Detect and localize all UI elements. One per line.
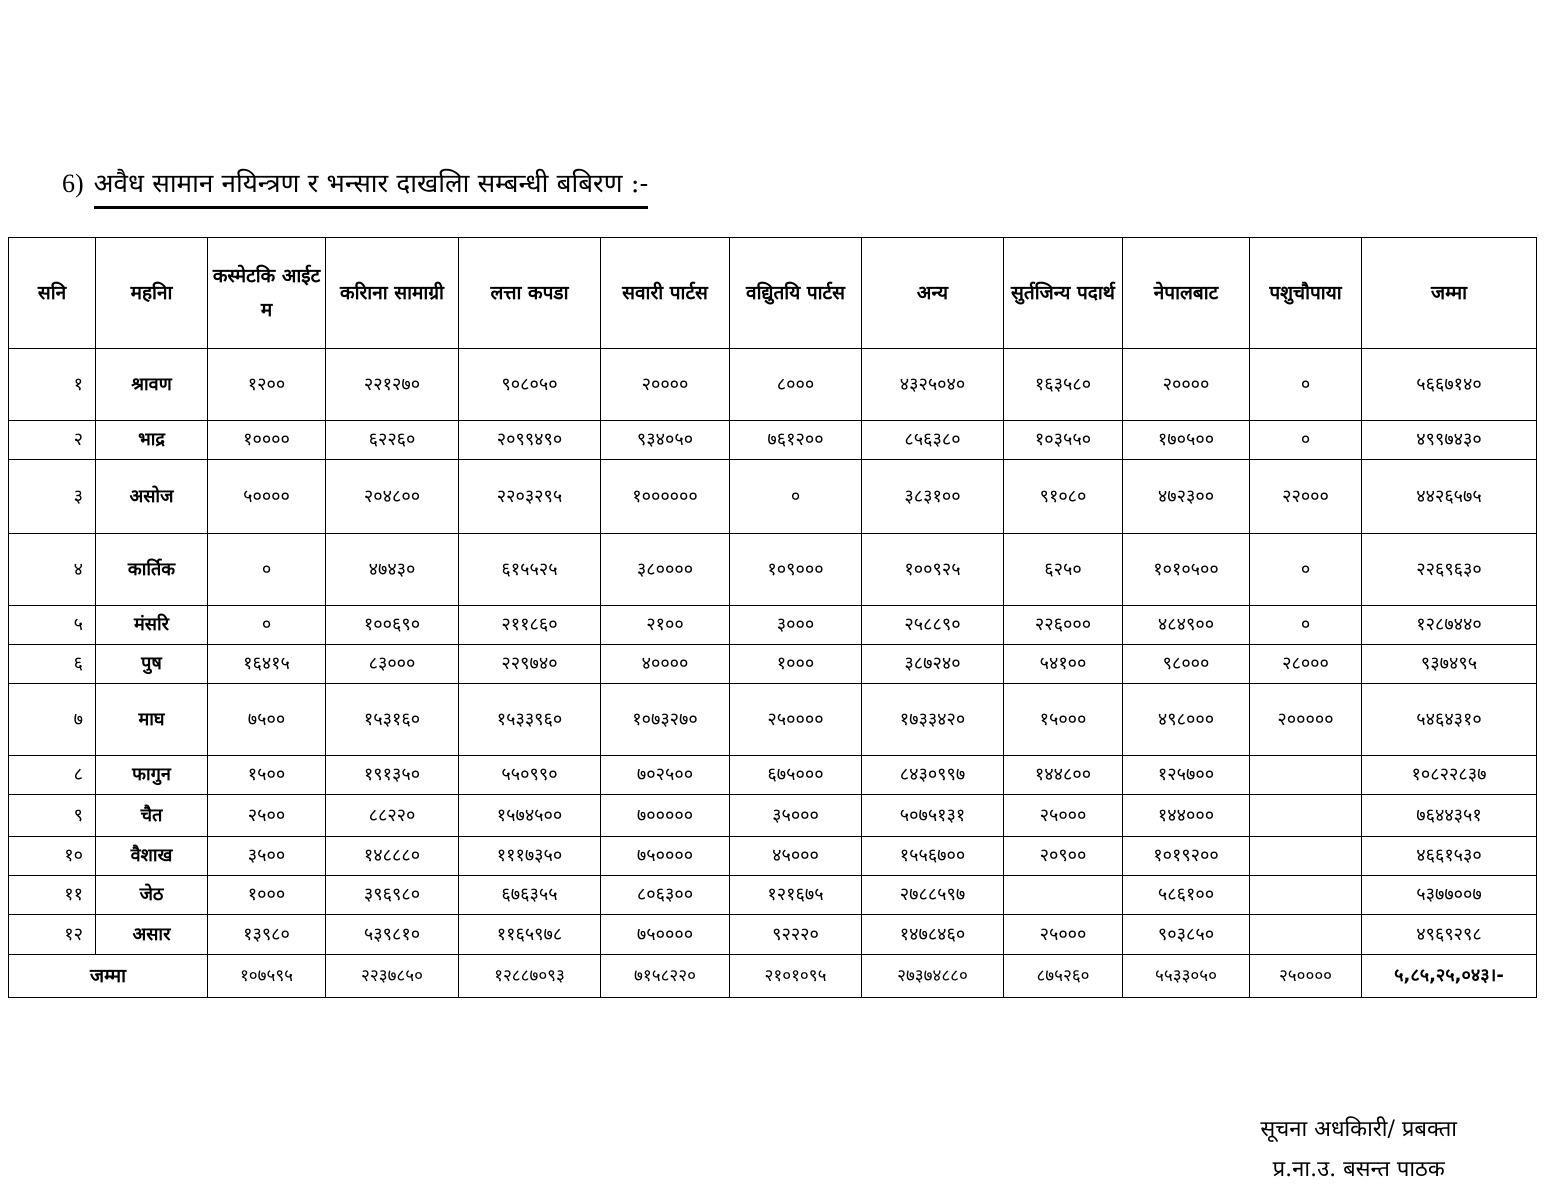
row-total-cell: ४६६१५३०: [1362, 837, 1537, 876]
value-cell: ५००००: [208, 460, 326, 534]
table-row: [9, 756, 1537, 795]
table-row: [9, 421, 1537, 460]
value-cell: ४५०००: [730, 837, 862, 876]
value-cell: २००००: [601, 349, 730, 421]
month-cell: कार्तिक: [96, 534, 208, 606]
header-other: अन्य: [862, 238, 1004, 349]
value-cell: ६१५५२५: [459, 534, 601, 606]
table-row: [9, 606, 1537, 645]
total-row: [9, 955, 1537, 998]
value-cell: ७०००००: [601, 795, 730, 837]
table-row: [9, 795, 1537, 837]
value-cell: १०००: [208, 876, 326, 915]
value-cell: ३५००: [208, 837, 326, 876]
total-cell: १०७५९५: [208, 955, 326, 998]
value-cell: ३८७२४०: [862, 645, 1004, 684]
value-cell: ८०६३००: [601, 876, 730, 915]
signature-designation: सूचना अधकिारी/ प्रबक्ता: [1260, 1117, 1457, 1142]
value-cell: १९१३५०: [326, 756, 459, 795]
serial-cell: २: [9, 421, 96, 460]
row-total-cell: ४४२६५७५: [1362, 460, 1537, 534]
table-row: [9, 837, 1537, 876]
total-cell: २२३७८५०: [326, 955, 459, 998]
total-cell: ७१५८२२०: [601, 955, 730, 998]
value-cell: १००००: [208, 421, 326, 460]
table-row: [9, 915, 1537, 955]
value-cell: ८०००: [730, 349, 862, 421]
total-cell: २५००००: [1250, 955, 1362, 998]
value-cell: २५०००: [1004, 915, 1123, 955]
value-cell: ४३२५०४०: [862, 349, 1004, 421]
value-cell: ६२५०: [1004, 534, 1123, 606]
value-cell: १०७३२७०: [601, 684, 730, 756]
total-cell: २१०१०९५: [730, 955, 862, 998]
value-cell: ५४१००: [1004, 645, 1123, 684]
value-cell: ०: [208, 534, 326, 606]
value-cell: ०: [730, 460, 862, 534]
value-cell: ८८२२०: [326, 795, 459, 837]
value-cell: ४००००: [601, 645, 730, 684]
serial-cell: ११: [9, 876, 96, 915]
value-cell: १५७४५००: [459, 795, 601, 837]
month-cell: माघ: [96, 684, 208, 756]
value-cell: २००००: [1123, 349, 1250, 421]
serial-cell: ३: [9, 460, 96, 534]
value-cell: ३८००००: [601, 534, 730, 606]
header-livestock: पशुचौपाया: [1250, 238, 1362, 349]
value-cell: २२०३२९५: [459, 460, 601, 534]
serial-cell: ६: [9, 645, 96, 684]
value-cell: ६२२६०: [326, 421, 459, 460]
section-heading: [62, 164, 648, 209]
value-cell: २७८८५९७: [862, 876, 1004, 915]
value-cell: २११८६०: [459, 606, 601, 645]
value-cell: १०१०५००: [1123, 534, 1250, 606]
value-cell: ९३४०५०: [601, 421, 730, 460]
value-cell: २५००००: [730, 684, 862, 756]
serial-cell: ८: [9, 756, 96, 795]
serial-cell: १२: [9, 915, 96, 955]
table-body: [9, 349, 1537, 955]
value-cell: [1250, 795, 1362, 837]
value-cell: ६७६३५५: [459, 876, 601, 915]
table-row: [9, 684, 1537, 756]
header-clothing: लत्ता कपडा: [459, 238, 601, 349]
month-cell: फागुन: [96, 756, 208, 795]
section-title: अवैध सामान नयिन्त्रण र भन्सार दाखलिा सम्बन्धी बबिरण :-: [94, 164, 649, 209]
value-cell: [1250, 756, 1362, 795]
value-cell: ७०२५००: [601, 756, 730, 795]
row-total-cell: १२८७४४०: [1362, 606, 1537, 645]
serial-cell: ७: [9, 684, 96, 756]
header-from-nepal: नेपालबाट: [1123, 238, 1250, 349]
row-total-cell: ५३७७००७: [1362, 876, 1537, 915]
value-cell: १३९८०: [208, 915, 326, 955]
table-row: [9, 645, 1537, 684]
value-cell: १५००: [208, 756, 326, 795]
value-cell: ४९८०००: [1123, 684, 1250, 756]
total-cell: २७३७४८८०: [862, 955, 1004, 998]
value-cell: १४४८००: [1004, 756, 1123, 795]
serial-cell: ४: [9, 534, 96, 606]
value-cell: १००९२५: [862, 534, 1004, 606]
value-cell: ६७५०००: [730, 756, 862, 795]
month-cell: मंसरि: [96, 606, 208, 645]
row-total-cell: ४९६९२९८: [1362, 915, 1537, 955]
value-cell: [1004, 876, 1123, 915]
value-cell: ४७२३००: [1123, 460, 1250, 534]
row-total-cell: ४९९७४३०: [1362, 421, 1537, 460]
value-cell: २१००: [601, 606, 730, 645]
value-cell: ११६५९७८: [459, 915, 601, 955]
header-cosmetic-items: कस्मेटकि आईटम: [208, 238, 326, 349]
row-total-cell: ५४६४३१०: [1362, 684, 1537, 756]
value-cell: २०९००: [1004, 837, 1123, 876]
serial-cell: १०: [9, 837, 96, 876]
grand-total-cell: ५,८५,२५,०४३।-: [1362, 955, 1537, 998]
row-total-cell: ५६६७१४०: [1362, 349, 1537, 421]
value-cell: ७६१२००: [730, 421, 862, 460]
header-vehicle-parts: सवारी पार्टस: [601, 238, 730, 349]
value-cell: ३९६९८०: [326, 876, 459, 915]
section-number: 6): [62, 169, 84, 198]
month-cell: वैशाख: [96, 837, 208, 876]
value-cell: ०: [1250, 349, 1362, 421]
serial-cell: १: [9, 349, 96, 421]
month-cell: पुष: [96, 645, 208, 684]
value-cell: ०: [1250, 606, 1362, 645]
value-cell: २०४८००: [326, 460, 459, 534]
month-cell: चैत: [96, 795, 208, 837]
value-cell: ९०८०५०: [459, 349, 601, 421]
value-cell: २२९७४०: [459, 645, 601, 684]
seizure-report-table: [8, 237, 1537, 998]
value-cell: ०: [1250, 534, 1362, 606]
table-header-row: [9, 238, 1537, 349]
value-cell: २०९९४९०: [459, 421, 601, 460]
value-cell: १००००००: [601, 460, 730, 534]
row-total-cell: ९३७४९५: [1362, 645, 1537, 684]
total-label: जम्मा: [9, 955, 208, 998]
value-cell: १२००: [208, 349, 326, 421]
value-cell: २०००००: [1250, 684, 1362, 756]
value-cell: १६४१५: [208, 645, 326, 684]
value-cell: २५८८९०: [862, 606, 1004, 645]
value-cell: १४७८४६०: [862, 915, 1004, 955]
value-cell: ५५०९९०: [459, 756, 601, 795]
value-cell: [1250, 876, 1362, 915]
value-cell: ४८४९००: [1123, 606, 1250, 645]
value-cell: १००६९०: [326, 606, 459, 645]
total-cell: ५५३३०५०: [1123, 955, 1250, 998]
header-electrical-parts: वद्यिुतयि पार्टस: [730, 238, 862, 349]
value-cell: २२०००: [1250, 460, 1362, 534]
serial-cell: ९: [9, 795, 96, 837]
signature-name: प्र.ना.उ. बसन्त पाठक: [1272, 1157, 1445, 1182]
value-cell: १०००: [730, 645, 862, 684]
value-cell: २५०००: [1004, 795, 1123, 837]
row-total-cell: १०८२२८३७: [1362, 756, 1537, 795]
value-cell: ७५००: [208, 684, 326, 756]
total-cell: ८७५२६०: [1004, 955, 1123, 998]
value-cell: ५३९८१०: [326, 915, 459, 955]
value-cell: १२५७००: [1123, 756, 1250, 795]
value-cell: ३५०००: [730, 795, 862, 837]
value-cell: १४४०००: [1123, 795, 1250, 837]
value-cell: [1250, 837, 1362, 876]
header-serial: सनि: [9, 238, 96, 349]
table-row: [9, 534, 1537, 606]
value-cell: [1250, 915, 1362, 955]
table-row: [9, 876, 1537, 915]
signature-block: [1260, 1110, 1457, 1190]
value-cell: २२६०००: [1004, 606, 1123, 645]
table-row: [9, 349, 1537, 421]
value-cell: २५००: [208, 795, 326, 837]
month-cell: भाद्र: [96, 421, 208, 460]
value-cell: ५०७५१३१: [862, 795, 1004, 837]
month-cell: श्रावण: [96, 349, 208, 421]
value-cell: १४८८८०: [326, 837, 459, 876]
value-cell: ८३०००: [326, 645, 459, 684]
table-row: [9, 460, 1537, 534]
value-cell: ९०३८५०: [1123, 915, 1250, 955]
value-cell: ८५६३८०: [862, 421, 1004, 460]
row-total-cell: ७६४४३५१: [1362, 795, 1537, 837]
total-cell: १२८८७०९३: [459, 955, 601, 998]
value-cell: ४७४३०: [326, 534, 459, 606]
value-cell: १७०५००: [1123, 421, 1250, 460]
value-cell: १०९०००: [730, 534, 862, 606]
header-month: महनिा: [96, 238, 208, 349]
row-total-cell: २२६९६३०: [1362, 534, 1537, 606]
serial-cell: ५: [9, 606, 96, 645]
value-cell: ९१०८०: [1004, 460, 1123, 534]
value-cell: १५३३९६०: [459, 684, 601, 756]
value-cell: १०१९२००: [1123, 837, 1250, 876]
header-tobacco-products: सुर्तजिन्य पदार्थ: [1004, 238, 1123, 349]
value-cell: १२१६७५: [730, 876, 862, 915]
value-cell: १०३५५०: [1004, 421, 1123, 460]
value-cell: ०: [1250, 421, 1362, 460]
header-total: जम्मा: [1362, 238, 1537, 349]
value-cell: ७५००००: [601, 837, 730, 876]
value-cell: ३०००: [730, 606, 862, 645]
value-cell: ०: [208, 606, 326, 645]
value-cell: १५०००: [1004, 684, 1123, 756]
value-cell: ९२२२०: [730, 915, 862, 955]
value-cell: १११७३५०: [459, 837, 601, 876]
value-cell: १७३३४२०: [862, 684, 1004, 756]
value-cell: २२१२७०: [326, 349, 459, 421]
value-cell: १५५६७००: [862, 837, 1004, 876]
value-cell: ९८०००: [1123, 645, 1250, 684]
header-grocery: करिाना सामाग्री: [326, 238, 459, 349]
value-cell: ५८६१००: [1123, 876, 1250, 915]
value-cell: १६३५८०: [1004, 349, 1123, 421]
value-cell: ३८३१००: [862, 460, 1004, 534]
value-cell: ८४३०९९७: [862, 756, 1004, 795]
value-cell: १५३१६०: [326, 684, 459, 756]
month-cell: असार: [96, 915, 208, 955]
month-cell: जेठ: [96, 876, 208, 915]
value-cell: २८०००: [1250, 645, 1362, 684]
month-cell: असोज: [96, 460, 208, 534]
value-cell: ७५००००: [601, 915, 730, 955]
